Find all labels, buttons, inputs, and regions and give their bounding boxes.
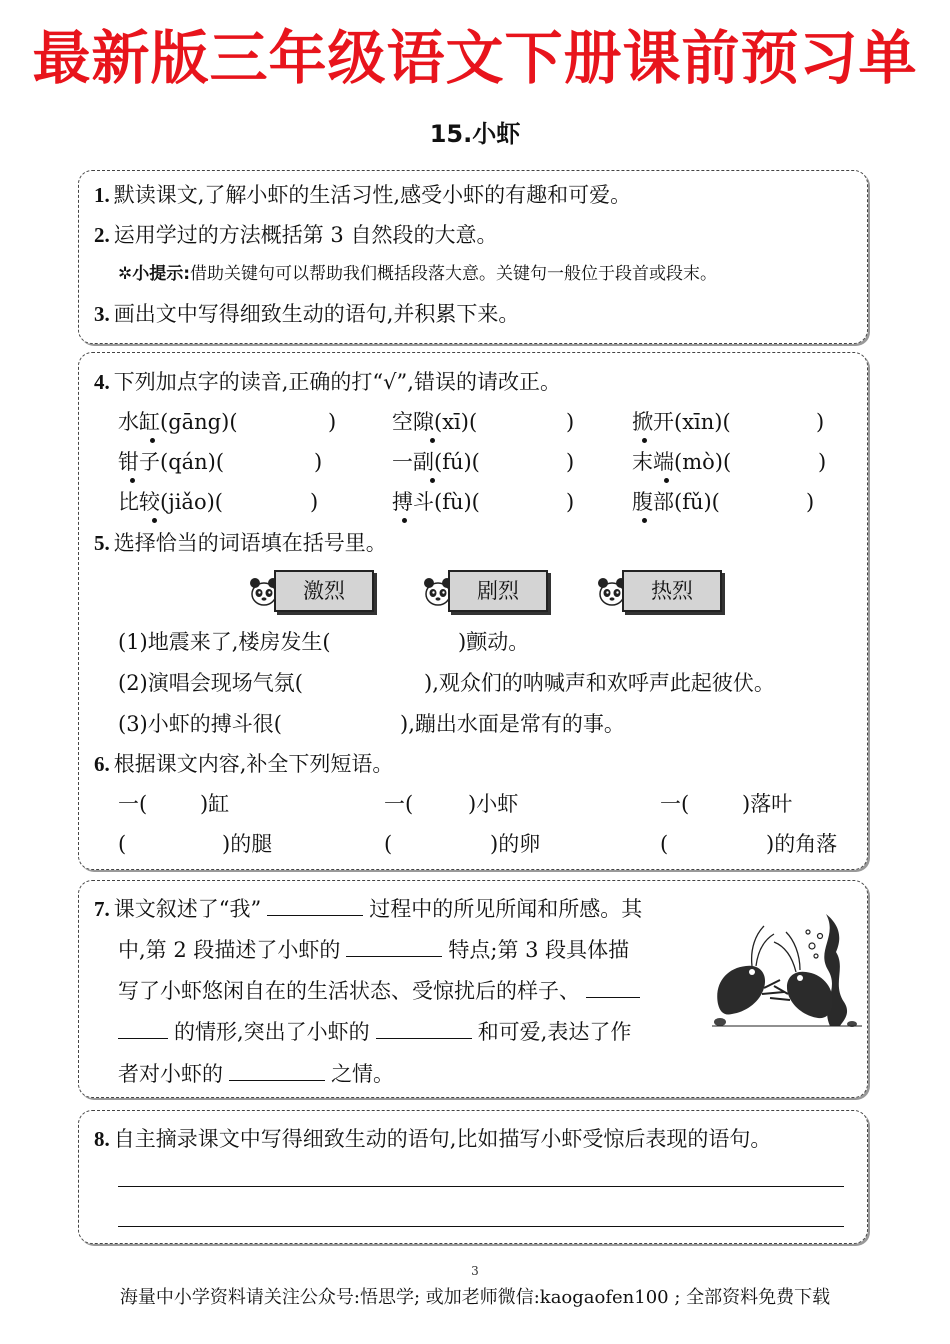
question-7-line-1 <box>94 893 642 924</box>
phrase-start: ( <box>660 832 669 856</box>
answer-close-paren: ) <box>328 410 337 434</box>
pinyin-item-text: 钳子(qán)( <box>118 450 225 474</box>
answer-close-paren: ) <box>818 450 827 474</box>
question-number: 8. <box>94 1127 110 1151</box>
question-7-line-3 <box>118 975 640 1006</box>
fill-sentence-end: )颤动。 <box>458 630 530 654</box>
question-number: 5. <box>94 531 110 555</box>
hint-text: 借助关键句可以帮助我们概括段落大意。关键句一般位于段首或段末。 <box>190 264 718 284</box>
pinyin-item-text: 比较(jiǎo)( <box>118 490 223 514</box>
pinyin-item <box>118 487 223 517</box>
question-number: 6. <box>94 752 110 776</box>
pinyin-item <box>632 447 731 477</box>
answer-line[interactable] <box>118 1226 844 1227</box>
emphasis-dot <box>430 478 435 483</box>
phrase-end: )小虾 <box>468 792 519 816</box>
emphasis-dot <box>642 438 647 443</box>
pinyin-item <box>118 447 224 477</box>
phrase-end: )的卵 <box>490 832 541 856</box>
question-number: 2. <box>94 223 110 247</box>
fill-sentence-start: (3)小虾的搏斗很( <box>118 712 282 736</box>
question-number: 3. <box>94 302 110 326</box>
question-text: 过程中的所见所闻和所感。其 <box>369 897 643 921</box>
question-number: 7. <box>94 897 110 921</box>
answer-blank[interactable] <box>229 1058 325 1081</box>
word-choice-label: 激烈 <box>274 570 374 612</box>
page-banner-title: 最新版三年级语文下册课前预习单 <box>32 24 918 92</box>
phrase-start: ( <box>384 832 393 856</box>
shrimp-illustration <box>712 904 862 1030</box>
pinyin-item <box>632 407 731 437</box>
pinyin-item-text: 空隙(xī)( <box>392 410 478 434</box>
emphasis-dot <box>130 478 135 483</box>
lesson-title: 15.小虾 <box>429 120 521 148</box>
question-text: 根据课文内容,补全下列短语。 <box>113 752 394 776</box>
pinyin-item-text: 一副(fú)( <box>392 450 480 474</box>
hint-label: ✲小提示: <box>118 264 191 284</box>
phrase-end: )缸 <box>200 792 230 816</box>
answer-line[interactable] <box>118 1186 844 1187</box>
fill-sentence-end: ),观众们的呐喊声和欢呼声此起彼伏。 <box>424 671 775 695</box>
question-7-line-2 <box>118 934 629 965</box>
question-2 <box>94 220 497 250</box>
question-3 <box>94 299 519 329</box>
question-text: 之情。 <box>331 1062 394 1086</box>
pinyin-item <box>392 407 477 437</box>
question-text: 的情形,突出了小虾的 <box>174 1020 370 1044</box>
question-6 <box>94 749 393 779</box>
question-text: 默读课文,了解小虾的生活习性,感受小虾的有趣和可爱。 <box>113 183 632 207</box>
question-number: 1. <box>94 183 110 207</box>
question-text: 画出文中写得细致生动的语句,并积累下来。 <box>113 302 520 326</box>
question-text: 课文叙述了“我” <box>113 897 262 921</box>
question-4 <box>94 367 561 397</box>
question-5 <box>94 528 387 558</box>
question-text: 自主摘录课文中写得细致生动的语句,比如描写小虾受惊后表现的语句。 <box>113 1127 772 1151</box>
phrase-start: ( <box>118 832 127 856</box>
emphasis-dot <box>402 518 407 523</box>
phrase-start: 一( <box>660 792 690 816</box>
answer-blank[interactable] <box>376 1016 472 1039</box>
phrase-end: )落叶 <box>742 792 793 816</box>
question-text: 选择恰当的词语填在括号里。 <box>113 531 387 555</box>
word-choice-label: 剧烈 <box>448 570 548 612</box>
emphasis-dot <box>152 518 157 523</box>
word-choice-label: 热烈 <box>622 570 722 612</box>
emphasis-dot <box>150 438 155 443</box>
shrimp-icon <box>787 972 833 1018</box>
answer-close-paren: ) <box>816 410 825 434</box>
pinyin-item-text: 腹部(fǔ)( <box>632 490 720 514</box>
emphasis-dot <box>664 478 669 483</box>
question-text: 运用学过的方法概括第 3 自然段的大意。 <box>113 223 498 247</box>
pinyin-item <box>118 407 238 437</box>
pinyin-item-text: 水缸(gāng)( <box>118 410 238 434</box>
pinyin-item <box>392 487 480 517</box>
answer-blank[interactable] <box>586 975 640 998</box>
answer-blank[interactable] <box>118 1016 168 1039</box>
emphasis-dot <box>642 518 647 523</box>
question-text: 者对小虾的 <box>118 1062 223 1086</box>
answer-blank[interactable] <box>346 934 442 957</box>
question-8 <box>94 1124 771 1154</box>
answer-close-paren: ) <box>314 450 323 474</box>
question-7-line-4 <box>118 1016 631 1047</box>
answer-close-paren: ) <box>566 490 575 514</box>
question-text: 下列加点字的读音,正确的打“√”,错误的请改正。 <box>113 370 561 394</box>
hint-tip <box>118 261 717 287</box>
pinyin-item-text: 掀开(xīn)( <box>632 410 731 434</box>
phrase-start: 一( <box>384 792 414 816</box>
shrimp-icon <box>717 966 765 1015</box>
question-number: 4. <box>94 370 110 394</box>
pinyin-item <box>632 487 720 517</box>
question-text: 中,第 2 段描述了小虾的 <box>118 938 341 962</box>
fill-sentence-start: (1)地震来了,楼房发生( <box>118 630 331 654</box>
question-text: 写了小虾悠闲自在的生活状态、受惊扰后的样子、 <box>118 979 580 1003</box>
answer-close-paren: ) <box>310 490 319 514</box>
answer-close-paren: ) <box>806 490 815 514</box>
phrase-end: )的角落 <box>766 832 838 856</box>
answer-close-paren: ) <box>566 450 575 474</box>
question-text: 和可爱,表达了作 <box>477 1020 632 1044</box>
question-text: 特点;第 3 段具体描 <box>448 938 630 962</box>
emphasis-dot <box>430 438 435 443</box>
answer-blank[interactable] <box>267 893 363 916</box>
phrase-end: )的腿 <box>222 832 273 856</box>
fill-sentence-start: (2)演唱会现场气氛( <box>118 671 303 695</box>
phrase-start: 一( <box>118 792 148 816</box>
question-1 <box>94 180 631 210</box>
footer-notice: 海量中小学资料请关注公众号:悟思学; 或加老师微信:kaogaofen100 ; 全部资料免费下载 <box>119 1287 831 1308</box>
question-7-line-5 <box>118 1058 394 1089</box>
fill-sentence-end: ),蹦出水面是常有的事。 <box>400 712 625 736</box>
page-number: 3 <box>471 1264 479 1278</box>
pinyin-item <box>392 447 480 477</box>
pinyin-item-text: 末端(mò)( <box>632 450 732 474</box>
answer-close-paren: ) <box>566 410 575 434</box>
pinyin-item-text: 搏斗(fù)( <box>392 490 480 514</box>
